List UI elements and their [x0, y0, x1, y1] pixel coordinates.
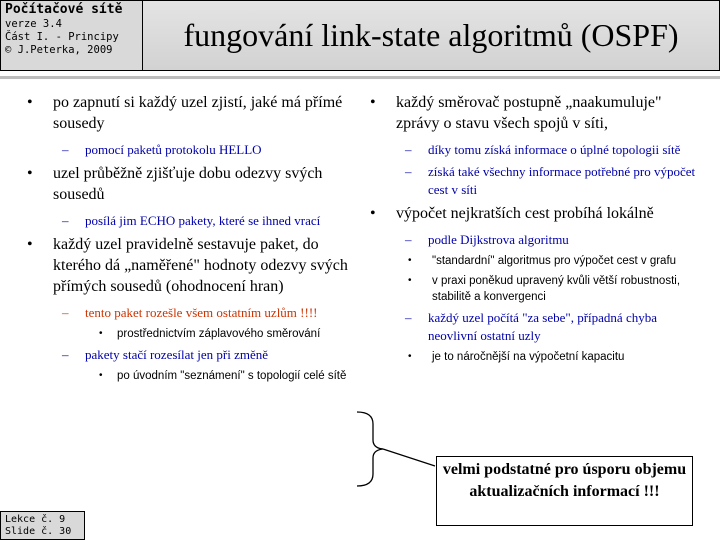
- slide-header: [143, 0, 720, 71]
- sub-sub-item-text: "standardní" algoritmus pro výpočet cest v grafu: [432, 255, 677, 267]
- sub-sub-item: • prostřednictvím záplavového směrování: [99, 328, 321, 340]
- sub-item-text: tento paket rozešle všem ostatním uzlům !!!!: [85, 305, 318, 320]
- bullet-text: každý směrovač postupně „naakumuluje" zprávy o stavu všech spojů v síti,: [396, 94, 662, 132]
- sub-item-text: posílá jim ECHO pakety, které se ihned vrací: [85, 213, 321, 228]
- sub-item-text: pomocí paketů protokolu HELLO: [85, 142, 262, 157]
- sub-sub-item-text: po úvodním "seznámení" s topologií celé sítě: [117, 370, 347, 382]
- bullet-item: • po zapnutí si každý uzel zjistí, jaké má přímé sousedy: [27, 94, 343, 132]
- course-version: verze 3.4: [5, 18, 62, 30]
- bullet-text: každý uzel pravidelně sestavuje paket, do kterého dá „naměřené" hodnoty odezvy svých přímých sousedů (ohodnocení hran): [53, 236, 348, 295]
- bullet-text: po zapnutí si každý uzel zjistí, jaké má přímé sousedy: [53, 94, 343, 132]
- sub-sub-item-text: je to náročnější na výpočetní kapacitu: [432, 351, 625, 363]
- bullet-item: • uzel průběžně zjišťuje dobu odezvy svých sousedů: [27, 165, 323, 203]
- bullet-text: výpočet nejkratších cest probíhá lokálně: [396, 205, 654, 222]
- sub-item-text: podle Dijkstrova algoritmu: [428, 232, 569, 247]
- bullet-item: • každý uzel pravidelně sestavuje paket, do kterého dá „naměřené" hodnoty odezvy svých přímých sousedů (ohodnocení hran): [27, 236, 348, 295]
- course-part: Část I. - Principy: [5, 31, 119, 43]
- sub-sub-item: • v praxi poněkud upravený kvůli větší robustnosti, stabilitě a konvergenci: [408, 275, 681, 303]
- bullet-text: uzel průběžně zjišťuje dobu odezvy svých sousedů: [53, 165, 323, 203]
- sub-item: – pomocí paketů protokolu HELLO: [62, 142, 262, 157]
- course-info-box: [0, 0, 143, 71]
- sub-item-text: díky tomu získá informace o úplné topologii sítě: [428, 142, 681, 157]
- sub-item: – každý uzel počítá "za sebe", případná chyba neovlivní ostatní uzly: [405, 310, 657, 343]
- sub-item: – díky tomu získá informace o úplné topologii sítě: [405, 142, 681, 157]
- sub-sub-item-text: prostřednictvím záplavového směrování: [117, 328, 321, 340]
- sub-item: – podle Dijkstrova algoritmu: [405, 232, 569, 247]
- sub-sub-item-text: v praxi poněkud upravený kvůli větší robustnosti, stabilitě a konvergenci: [432, 275, 681, 303]
- sub-item-text: pakety stačí rozesílat jen při změně: [85, 347, 269, 362]
- sub-item: – posílá jim ECHO pakety, které se ihned vrací: [62, 213, 321, 228]
- bullet-item: • každý směrovač postupně „naakumuluje" zprávy o stavu všech spojů v síti,: [370, 94, 662, 132]
- course-copyright: © J.Peterka, 2009: [5, 44, 113, 56]
- course-title: Počítačové sítě: [5, 2, 123, 17]
- left-column: [27, 92, 357, 388]
- sub-item: – pakety stačí rozesílat jen při změně: [62, 347, 269, 362]
- slide-info-box: [0, 511, 85, 540]
- lecture-number: Lekce č. 9: [5, 514, 66, 525]
- sub-sub-item: • "standardní" algoritmus pro výpočet cest v grafu: [408, 255, 677, 267]
- sub-item-text: získá také všechny informace potřebné pro výpočet cest v síti: [428, 164, 696, 197]
- sub-sub-item: • je to náročnější na výpočetní kapacitu: [408, 351, 625, 363]
- callout-box: velmi podstatné pro úsporu objemu aktualizačních informací !!!: [436, 456, 693, 526]
- sub-item: – získá také všechny informace potřebné pro výpočet cest v síti: [405, 164, 696, 197]
- sub-item-text: každý uzel počítá "za sebe", případná chyba neovlivní ostatní uzly: [428, 310, 657, 343]
- sub-sub-item: • po úvodním "seznámení" s topologií celé sítě: [99, 370, 347, 382]
- header-divider: [0, 76, 720, 79]
- curly-brace-connector: [355, 408, 440, 488]
- bullet-item: • výpočet nejkratších cest probíhá lokálně: [370, 205, 654, 222]
- right-column: [370, 92, 705, 369]
- slide-number: Slide č. 30: [5, 526, 72, 537]
- sub-item-highlight: – tento paket rozešle všem ostatním uzlům !!!!: [62, 305, 318, 320]
- slide-title: fungování link-state algoritmů (OSPF): [183, 17, 679, 53]
